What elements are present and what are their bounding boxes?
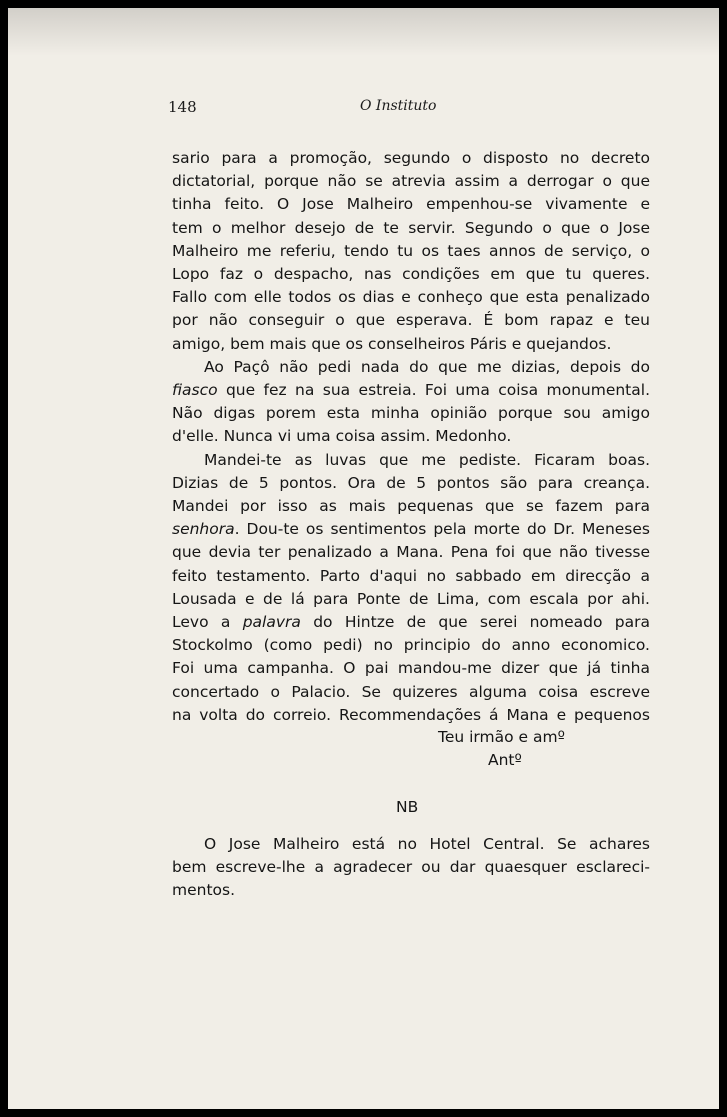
italic-word: palavra [242, 613, 301, 632]
postscript-line: O Jose Malheiro está no Hotel Central. Se achares [204, 835, 650, 853]
body-line: que devia ter penalizado a Mana. Pena foi que não tivesse [172, 543, 650, 562]
body-line: Malheiro me referiu, tendo tu os taes annos de serviço, o [172, 241, 650, 260]
closing-salutation: Teu irmão e amº [438, 728, 565, 746]
signature: Antº [488, 751, 522, 769]
page-number: 148 [168, 98, 197, 116]
document-page [8, 8, 719, 1109]
postscript-line: bem escreve-lhe a agradecer ou dar quaesquer esclareci- [172, 858, 650, 877]
running-header [8, 98, 719, 122]
body-line: na volta do correio. Recommendações á Mana e pequenos [172, 705, 650, 724]
body-line: tinha feito. O Jose Malheiro empenhou-se vivamente e [172, 195, 650, 214]
body-line: Mandei-te as luvas que me pediste. Ficaram boas. [204, 450, 650, 469]
body-line: Ao Paçô não pedi nada do que me dizias, depois do [204, 357, 650, 376]
body-line: Não digas porem esta minha opinião porque sou amigo [172, 404, 650, 423]
italic-word: senhora [172, 520, 235, 539]
body-line: feito testamento. Parto d'aqui no sabbado em direcção a [172, 566, 650, 585]
italic-word: fiasco [172, 381, 218, 400]
body-line: Mandei por isso as mais pequenas que se fazem para [172, 497, 650, 516]
body-line: senhora. Dou-te os sentimentos pela morte do Dr. Meneses [172, 520, 650, 539]
scan-shadow [8, 8, 719, 56]
postscript-line: mentos. [172, 881, 236, 900]
body-line: Lopo faz o despacho, nas condições em que tu queres. [172, 265, 650, 284]
journal-title: O Instituto [360, 98, 437, 114]
body-line: Dizias de 5 pontos. Ora de 5 pontos são para creança. [172, 473, 650, 492]
postscript-text [172, 833, 650, 903]
body-line: Foi uma campanha. O pai mandou-me dizer que já tinha [172, 659, 650, 678]
body-line: amigo, bem mais que os conselheiros Páris e quejandos. [172, 334, 612, 353]
body-line: Fallo com elle todos os dias e conheço que esta penalizado [172, 288, 650, 307]
body-line: sario para a promoção, segundo o disposto no decreto [172, 149, 650, 167]
nb-heading: NB [396, 798, 419, 816]
body-line: Lousada e de lá para Ponte de Lima, com escala por ahi. [172, 589, 650, 608]
body-line: Stockolmo (como pedi) no principio do anno economico. [172, 636, 650, 655]
body-line: fiasco que fez na sua estreia. Foi uma coisa monumental. [172, 381, 650, 400]
body-line: por não conseguir o que esperava. É bom rapaz e teu [172, 311, 650, 330]
letter-body [172, 147, 650, 727]
body-line: Levo a palavra do Hintze de que serei nomeado para [172, 613, 650, 632]
body-line: concertado o Palacio. Se quizeres alguma coisa escreve [172, 682, 650, 701]
body-line: d'elle. Nunca vi uma coisa assim. Medonho. [172, 427, 512, 446]
body-line: tem o melhor desejo de te servir. Segundo o que o Jose [172, 218, 650, 237]
body-line: dictatorial, porque não se atrevia assim a derrogar o que [172, 172, 650, 191]
